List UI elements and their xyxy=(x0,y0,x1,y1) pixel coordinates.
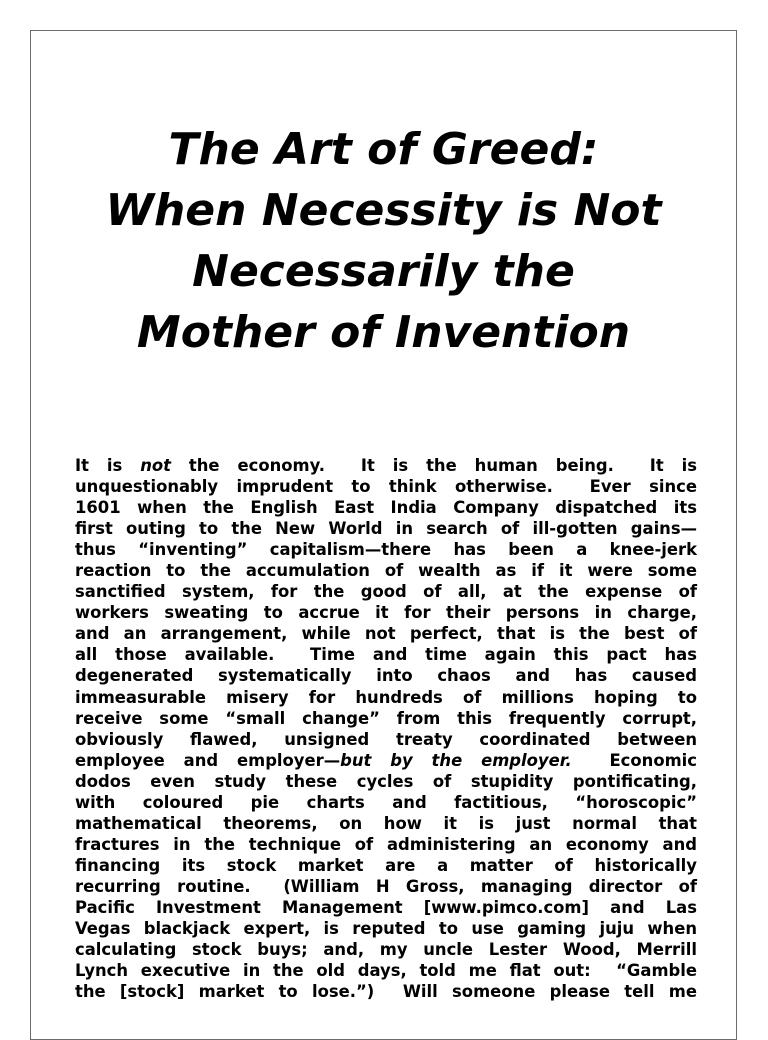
body-line: fractures in the technique of administering an economy and xyxy=(75,834,697,854)
emphasis-text: but by the employer. xyxy=(340,750,572,770)
body-line: obviously flawed, unsigned treaty coordinated between xyxy=(75,729,697,749)
body-line: recurring routine. (William H Gross, managing director of xyxy=(75,876,697,896)
title-line: When Necessity is Not xyxy=(105,185,662,236)
title-line: Mother of Invention xyxy=(136,307,631,358)
body-line: dodos even study these cycles of stupidity pontificating, xyxy=(75,771,697,791)
body-line: unquestionably imprudent to think otherwise. Ever since xyxy=(75,477,697,497)
document-title xyxy=(31,119,736,363)
body-line: thus “inventing” capitalism—there has been a knee-jerk xyxy=(75,540,697,560)
body-line: calculating stock buys; and, my uncle Lester Wood, Merrill xyxy=(75,940,697,960)
body-line: degenerated systematically into chaos and has caused xyxy=(75,666,697,686)
body-line: all those available. Time and time again this pact has xyxy=(75,645,697,665)
body-line: employee and employer—but by the employer. Economic xyxy=(75,750,698,770)
body-line: sanctified system, for the good of all, at the expense of xyxy=(75,582,697,602)
emphasis-text: not xyxy=(140,456,171,475)
body-line: the [stock] market to lose.”) Will someone please tell me xyxy=(75,982,697,1002)
body-line: financing its stock market are a matter of historically xyxy=(75,855,697,875)
title-line: The Art of Greed: xyxy=(168,124,599,175)
body-line: It is not the economy. It is the human being. It is xyxy=(75,456,697,475)
body-line: workers sweating to accrue it for their persons in charge, xyxy=(75,603,697,623)
body-line: with coloured pie charts and factitious, “horoscopic” xyxy=(75,792,697,812)
title-line: Necessarily the xyxy=(192,246,575,297)
body-line: and an arrangement, while not perfect, that is the best of xyxy=(75,624,697,644)
body-line: Pacific Investment Management [www.pimco.com] and Las xyxy=(75,897,697,917)
body-line: 1601 when the English East India Company dispatched its xyxy=(75,498,697,518)
body-line: receive some “small change” from this frequently corrupt, xyxy=(75,708,697,728)
body-line: mathematical theorems, on how it is just normal that xyxy=(75,813,697,833)
body-line: first outing to the New World in search of ill-gotten gains— xyxy=(75,519,697,539)
body-line: Lynch executive in the old days, told me flat out: “Gamble xyxy=(75,961,697,981)
body-line: immeasurable misery for hundreds of millions hoping to xyxy=(75,687,697,707)
body-paragraph xyxy=(75,455,697,1002)
body-line: Vegas blackjack expert, is reputed to use gaming juju when xyxy=(75,919,697,939)
document-page xyxy=(30,30,737,1040)
body-line: reaction to the accumulation of wealth as if it were some xyxy=(75,561,697,581)
